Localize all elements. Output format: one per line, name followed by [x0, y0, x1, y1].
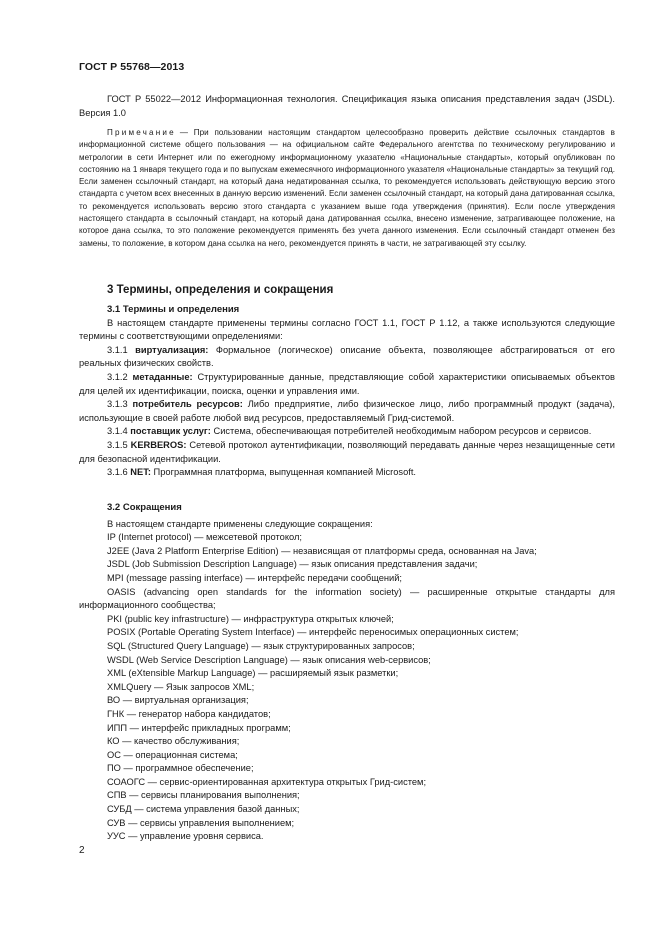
note-paragraph [79, 127, 615, 250]
abbreviations-intro: В настоящем стандарте применены следующие сокращения: [107, 518, 373, 529]
term-definition: Структурированные данные, представляющие собой характеристики описываемых объектов для целей их идентификации, поиска, оценки и управления ими. [79, 371, 615, 396]
term-number: 3.1.6 [107, 467, 128, 478]
abbreviation-item: XML (eXtensible Markup Language) — расширяемый язык разметки; [107, 668, 399, 679]
abbreviation-item: ПО — программное обеспечение; [107, 763, 254, 774]
terms-intro: В настоящем стандарте применены термины согласно ГОСТ 1.1, ГОСТ Р 1.12, а также используются следующие термины с соответствующими определениями: [79, 317, 615, 342]
term-entry [79, 371, 615, 398]
abbreviation-item: СПВ — сервисы планирования выполнения; [107, 790, 300, 801]
term-definition: Формальное (логическое) описание объекта, позволяющее абстрагироваться от его реальных физических свойств. [79, 344, 615, 369]
term-name: потребитель ресурсов: [132, 399, 243, 410]
section-3-title: 3 Термины, определения и сокращения [107, 284, 334, 296]
term-name: NET: [130, 467, 151, 478]
term-definition: Программная платформа, выпущенная компанией Microsoft. [153, 467, 416, 478]
terms-list [79, 344, 615, 480]
term-name: виртуализация: [135, 344, 209, 355]
subsection-3-2-title: 3.2 Сокращения [107, 502, 182, 513]
note-block [79, 127, 615, 250]
abbreviation-item: КО — качество обслуживания; [107, 736, 240, 747]
page-number: 2 [79, 845, 85, 856]
document-id-header: ГОСТ Р 55768—2013 [79, 61, 185, 73]
abbreviation-item: OASIS (advancing open standards for the information society) — расширенные открытые стандарты для информационного сообщества; [79, 586, 615, 611]
abbreviation-item: PKI (public key infrastructure) — инфраструктура открытых ключей; [107, 613, 394, 624]
abbreviation-item: ВО — виртуальная организация; [107, 695, 249, 706]
abbreviation-item: IP (Internet protocol) — межсетевой протокол; [107, 532, 302, 543]
abbreviation-item: СОАОГС — сервис-ориентированная архитектура открытых Грид-систем; [107, 776, 427, 787]
term-number: 3.1.1 [107, 344, 128, 355]
abbreviation-item: СУВ — сервисы управления выполнением; [107, 817, 295, 828]
term-name: KERBEROS: [130, 439, 187, 450]
term-number: 3.1.3 [107, 399, 128, 410]
term-name: метаданные: [132, 371, 193, 382]
term-entry [79, 466, 615, 480]
subsection-3-2 [79, 501, 615, 844]
abbreviation-item: ОС — операционная система; [107, 749, 238, 760]
abbreviation-item: MPI (message passing interface) — интерфейс передачи сообщений; [107, 572, 403, 583]
term-number: 3.1.5 [107, 439, 128, 450]
term-number: 3.1.2 [107, 371, 128, 382]
abbreviation-item: ГНК — генератор набора кандидатов; [107, 708, 271, 719]
abbreviation-item: СУБД — система управления базой данных; [107, 804, 300, 815]
term-definition: Сетевой протокол аутентификации, позволяющий передавать данные через незащищенные сети для безопасной идентификации. [79, 439, 615, 464]
subsection-3-1 [79, 303, 615, 480]
term-name: поставщик услуг: [130, 426, 211, 437]
reference-entry: ГОСТ Р 55022—2012 Информационная технология. Спецификация языка описания представления задач (JSDL). Версия 1.0 [79, 94, 615, 118]
term-definition: Система, обеспечивающая потребителей необходимым набором ресурсов и сервисов. [213, 426, 592, 437]
abbreviation-item: POSIX (Portable Operating System Interface) — интерфейс переносимых операционных систем; [107, 627, 519, 638]
term-entry [79, 425, 615, 439]
abbreviations-list [79, 531, 615, 844]
abbreviation-item: ИПП — интерфейс прикладных программ; [107, 722, 291, 733]
term-definition: Либо предприятие, либо физическое лицо, либо программный продукт (задача), использующие в своей работе любой вид ресурсов, предоставляемый Грид-системой. [79, 399, 615, 423]
term-entry [79, 439, 615, 466]
note-text: — При пользовании настоящим стандартом целесообразно проверить действие ссылочных стандартов в информационной системе общего пользования — на официальном сайте Федерального агентства по техническому регулированию и метрологии в сети Интернет или по ежегодному информационному указателю «Национальные стандарты», который опубликован по состоянию на 1 января текущего года и по выпускам ежемесячного информационного указателя «Национальные стандарты» за текущий год. Если заменен ссылочный стандарт, на который дана недатированная ссылка, то рекомендуется использовать действующую версию этого стандарта с учетом всех внесенных в данную версию изменений. Если заменен ссылочный стандарт, на который дана датированная ссылка, то рекомендуется использовать версию этого стандарта с указанием выше года утверждения (принятия). Если после утверждения настоящего стандарта в ссылочный стандарт, на который дана датированная ссылка, внесено изменение, затрагивающее положение, на которое дана ссылка, то это положение рекомендуется применять без учета данного изменения. Если ссылочный стандарт отменен без замены, то положение, в котором дана ссылка на него, рекомендуется принять в части, не затрагивающей эту ссылку. [79, 128, 615, 248]
abbreviation-item: XMLQuery — Язык запросов XML; [107, 681, 255, 692]
abbreviation-item: WSDL (Web Service Description Language) — язык описания web-сервисов; [107, 654, 431, 665]
abbreviation-item: УУС — управление уровня сервиса. [107, 831, 264, 842]
abbreviation-item: JSDL (Job Submission Description Language) — язык описания представления задачи; [107, 559, 478, 570]
term-entry [79, 398, 615, 425]
term-number: 3.1.4 [107, 426, 128, 437]
abbreviation-item: SQL (Structured Query Language) — язык структурированных запросов; [107, 640, 415, 651]
normative-reference [79, 93, 615, 120]
note-label: Примечание [107, 128, 176, 137]
abbreviation-item: J2EE (Java 2 Platform Enterprise Edition) — независящая от платформы среда, основанная на Java; [107, 545, 537, 556]
term-entry [79, 344, 615, 371]
section-3 [79, 283, 615, 298]
subsection-3-1-title: 3.1 Термины и определения [107, 304, 240, 315]
